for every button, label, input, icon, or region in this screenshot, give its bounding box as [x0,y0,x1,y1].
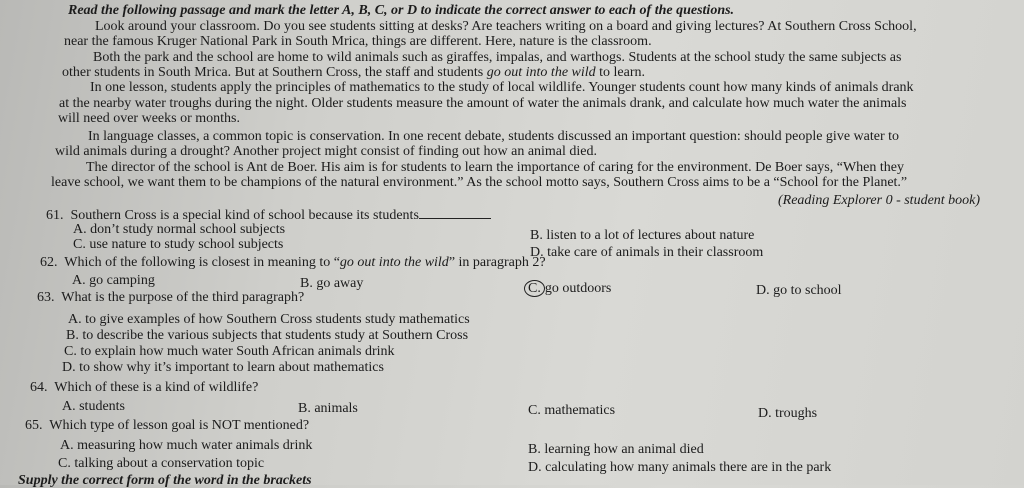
passage-source: (Reading Explorer 0 - student book) [778,193,981,208]
option-c[interactable]: C. mathematics [528,403,616,418]
passage-line: In language classes, a common topic is conservation. In one recent debate, students discussed an important question: should people give water to [88,129,900,144]
question-number: 65. [25,418,43,433]
option-c[interactable]: C. talking about a conservation topic [58,456,265,471]
question-stem: What is the purpose of the third paragraph? [61,290,305,305]
option-b[interactable]: B. listen to a lot of lectures about nature [530,228,755,243]
passage-text: other students in South Mrica. But at Southern Cross, the staff and students [62,65,487,80]
passage-text: to learn. [595,65,646,80]
passage-line: wild animals during a drought? Another project might consist of finding out how an animal died. [55,144,598,159]
option-d[interactable]: D. troughs [758,406,818,421]
instruction: Read the following passage and mark the letter A, B, C, or D to indicate the correct answer to each of the questions. [68,3,735,18]
passage-line [62,65,645,80]
option-c[interactable] [528,280,611,297]
passage-phrase-italic: go out into the wild [486,65,596,80]
option-d[interactable]: D. go to school [756,283,842,298]
option-d[interactable]: D. to show why it’s important to learn about mathematics [62,360,384,375]
passage-line: In one lesson, students apply the principles of mathematics to the study of local wildlife. Younger students count how many kinds of animals drank [90,80,914,95]
question-63 [37,290,304,305]
option-a[interactable]: A. go camping [72,273,155,288]
option-a[interactable]: A. don’t study normal school subjects [73,222,286,237]
question-62 [40,255,546,270]
option-c[interactable]: C. use nature to study school subjects [73,237,284,252]
option-text: go outdoors [544,281,612,296]
option-c[interactable]: C. to explain how much water South African animals drink [64,344,395,359]
next-section-heading: Supply the correct form of the word in the brackets [18,473,312,488]
question-number: 63. [37,290,55,305]
option-a[interactable]: A. to give examples of how Southern Cross students study mathematics [68,312,470,327]
selected-answer-circle: C. [524,280,545,297]
question-stem: ” in paragraph 2? [448,255,546,270]
question-64 [30,380,258,395]
question-stem: Southern Cross is a special kind of school because its students [70,208,419,223]
option-b[interactable]: B. to describe the various subjects that students study at Southern Cross [66,328,469,343]
option-a[interactable]: A. measuring how much water animals drink [60,438,313,453]
passage-line: Both the park and the school are home to wild animals such as giraffes, impalas, and warthogs. Students at the school study the same subjects as [93,50,902,65]
question-stem: Which type of lesson goal is NOT mentioned? [49,418,310,433]
option-d[interactable]: D. take care of animals in their classroom [530,245,764,260]
question-61 [46,207,491,223]
question-stem-italic: go out into the wild [339,255,449,270]
passage-line: Look around your classroom. Do you see students sitting at desks? Are teachers writing on a board and giving lectures? At Southern Cross School, [95,19,917,34]
question-number: 64. [30,380,48,395]
question-stem: Which of these is a kind of wildlife? [54,380,259,395]
passage-line: The director of the school is Ant de Boer. His aim is for students to learn the importance of caring for the environment. De Boer says, “When they [86,160,904,175]
answer-blank[interactable] [419,207,491,219]
question-stem: Which of the following is closest in meaning to “ [64,255,340,270]
passage-line: will need over weeks or months. [58,111,240,126]
passage-line: near the famous Kruger National Park in South Mrica, things are different. Here, nature is the classroom. [64,34,652,49]
question-number: 62. [40,255,58,270]
option-d[interactable]: D. calculating how many animals there are in the park [528,460,832,475]
option-b[interactable]: B. go away [300,276,364,291]
passage-line: leave school, we want them to be champions of the natural environment.” As the school motto says, Southern Cross aims to be a “School for the Planet.” [51,175,908,190]
question-number: 61. [46,208,64,223]
question-65 [25,418,309,433]
option-b[interactable]: B. learning how an animal died [528,442,704,457]
option-a[interactable]: A. students [62,399,125,414]
option-b[interactable]: B. animals [298,401,358,416]
passage-line: at the nearby water troughs during the night. Older students measure the amount of water the animals drank, and calculate how much water the animals [59,96,907,111]
